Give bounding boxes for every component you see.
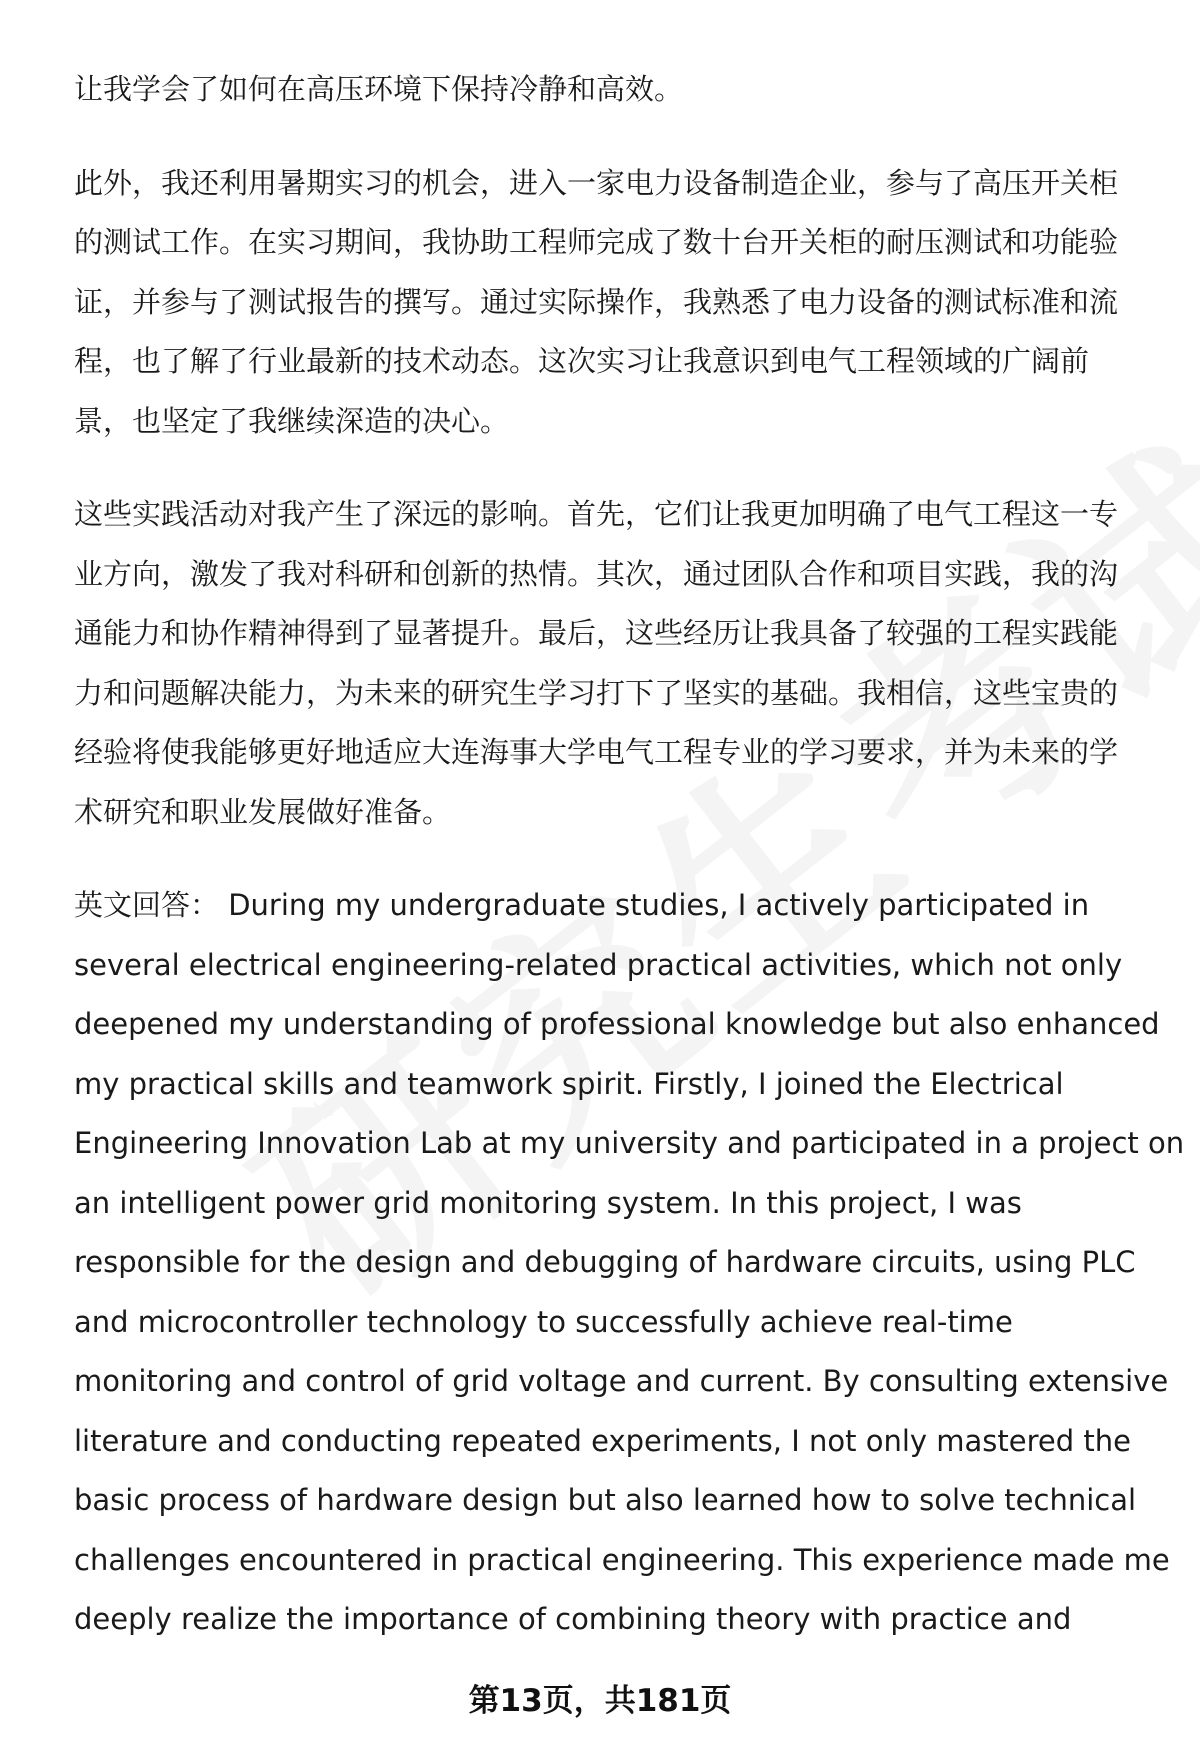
paragraph-english-answer [74, 876, 1185, 1650]
text-line: several electrical engineering-related practical activities, which not only [74, 947, 1123, 982]
text-line: my practical skills and teamwork spirit. Firstly, I joined the Electrical [74, 1066, 1064, 1101]
text-line: 通能力和协作精神得到了显著提升。最后，这些经历让我具备了较强的工程实践能 [74, 616, 1119, 650]
text-line: 力和问题解决能力，为未来的研究生学习打下了坚实的基础。我相信，这些宝贵的 [74, 675, 1119, 710]
text-line: responsible for the design and debugging of hardware circuits, using PLC [74, 1245, 1136, 1279]
text-line: 程，也了解了行业最新的技术动态。这次实习让我意识到电气工程领域的广阔前 [74, 344, 1090, 378]
paragraph-2 [74, 154, 1154, 452]
text-line: and microcontroller technology to successfully achieve real-time [74, 1304, 1013, 1339]
text-line: 经验将使我能够更好地适应大连海事大学电气工程专业的学习要求，并为未来的学 [74, 735, 1119, 769]
text-line: monitoring and control of grid voltage and current. By consulting extensive [74, 1364, 1169, 1398]
text-line: 业方向，激发了我对科研和创新的热情。其次，通过团队合作和项目实践，我的沟 [74, 556, 1119, 591]
text-line: 英文回答： During my undergraduate studies, I actively participated in [74, 888, 1090, 922]
text-line: 的测试工作。在实习期间，我协助工程师完成了数十台开关柜的耐压测试和功能验 [74, 225, 1119, 259]
text-line: an intelligent power grid monitoring system. In this project, I was [74, 1185, 1022, 1220]
text-line: literature and conducting repeated experiments, I not only mastered the [74, 1423, 1131, 1458]
page-number: 第13页，共181页 [468, 1683, 732, 1719]
text-line: basic process of hardware design but also learned how to solve technical [74, 1483, 1137, 1517]
text-line: deepened my understanding of professional knowledge but also enhanced [74, 1007, 1160, 1041]
text-line: 让我学会了如何在高压环境下保持冷静和高效。 [74, 72, 684, 106]
text-line: 此外，我还利用暑期实习的机会，进入一家电力设备制造企业，参与了高压开关柜 [74, 165, 1119, 200]
text-line: deeply realize the importance of combining theory with practice and [74, 1602, 1072, 1636]
text-line: Engineering Innovation Lab at my university and participated in a project on [74, 1126, 1185, 1160]
document-body [74, 60, 1185, 1650]
text-line: 术研究和职业发展做好准备。 [74, 794, 452, 829]
paragraph-3 [74, 485, 1154, 842]
text-line: 证，并参与了测试报告的撰写。通过实际操作，我熟悉了电力设备的测试标准和流 [74, 284, 1119, 319]
paragraph-1 [74, 60, 1154, 120]
text-line: challenges encountered in practical engineering. This experience made me [74, 1542, 1170, 1577]
text-line: 景，也坚定了我继续深造的决心。 [74, 403, 510, 438]
text-line: 这些实践活动对我产生了深远的影响。首先，它们让我更加明确了电气工程这一专 [74, 497, 1119, 531]
